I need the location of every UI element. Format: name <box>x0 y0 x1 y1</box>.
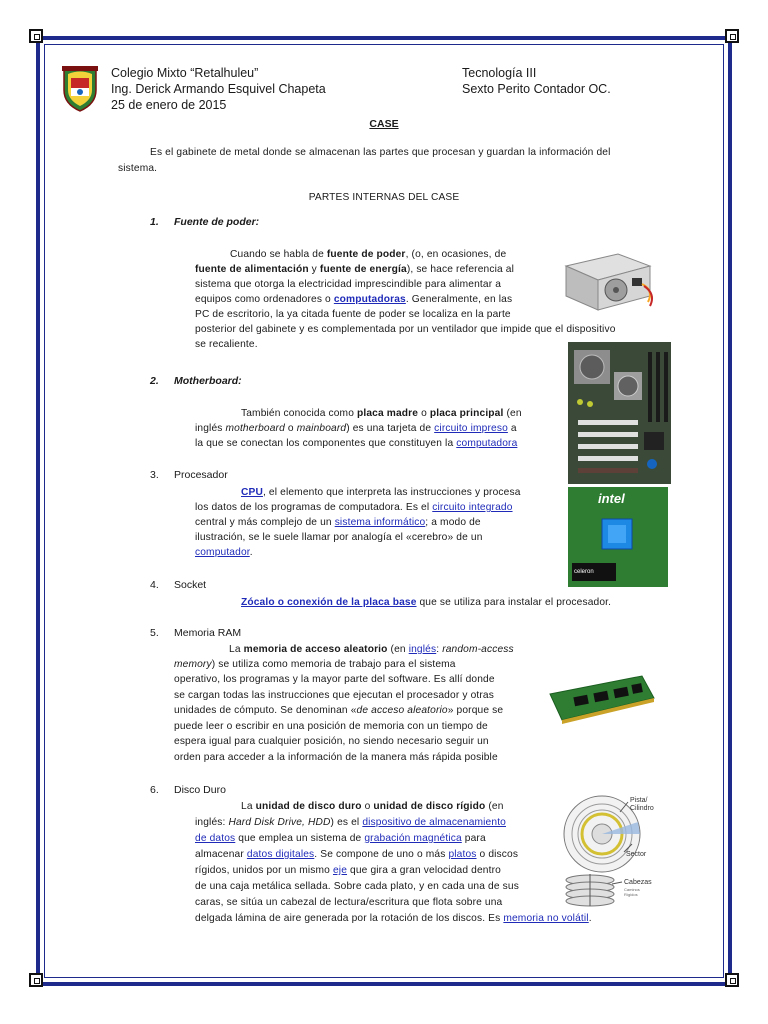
section-subtitle: PARTES INTERNAS DEL CASE <box>308 192 460 203</box>
cpu-brand-label: intel <box>598 491 625 506</box>
s3-line-4: ilustración, se le suele llamar por analogía el «cerebro» de un <box>195 532 483 543</box>
intro-line-2: sistema. <box>118 163 158 174</box>
link-grabacion-magnetica[interactable]: grabación magnética <box>364 833 462 844</box>
link-ingles[interactable]: inglés <box>408 644 437 655</box>
s2-number: 2. <box>150 375 159 387</box>
s1-heading: Fuente de poder: <box>174 216 260 228</box>
s1-line-4: equipos como ordenadores o computadoras. Generalmente, en las <box>195 294 513 305</box>
s5-line-2: memory) se utiliza como memoria de trabajo para el sistema <box>174 659 456 670</box>
link-platos[interactable]: platos <box>448 849 477 860</box>
disk-label-heads-sub2: Rígidos <box>624 892 638 897</box>
s6-heading: Disco Duro <box>174 784 226 796</box>
s6-line-7: caras, se sitúa un cabezal de lectura/escritura que flota sobre una <box>195 897 503 908</box>
intro-line-1: Es el gabinete de metal donde se almacenan las partes que procesan y guardan la información del <box>150 147 611 158</box>
header-grade: Sexto Perito Contador OC. <box>462 82 611 96</box>
s3-line-3: central y más complejo de un sistema informático; a modo de <box>195 517 481 528</box>
s3-heading: Procesador <box>174 469 228 481</box>
corner-ornament-top-left <box>29 29 43 43</box>
link-dispositivo-almacenamiento[interactable]: dispositivo de almacenamiento <box>362 817 506 828</box>
s1-line-7: se recaliente. <box>195 339 258 350</box>
power-supply-image <box>558 246 656 314</box>
link-computadora[interactable]: computadora <box>456 438 518 449</box>
motherboard-image <box>568 342 671 484</box>
disk-label-sector: Sector <box>626 851 647 858</box>
link-zocalo[interactable]: Zócalo o conexión de la placa base <box>241 597 417 608</box>
s1-line-6: posterior del gabinete y es complementada por un ventilador que impide que el dispositivo <box>195 324 616 335</box>
s6-line-5: rígidos, unidos por un mismo eje que gira a gran velocidad dentro <box>195 865 501 876</box>
link-cpu[interactable]: CPU <box>241 487 263 498</box>
link-datos-digitales[interactable]: datos digitales <box>246 849 315 860</box>
disk-label-heads: Cabezas <box>624 879 652 886</box>
s2-line-3: la que se conectan los componentes que constituyen la computadora <box>195 438 518 449</box>
link-sistema-informatico[interactable]: sistema informático <box>334 517 426 528</box>
s5-line-8: orden para acceder a la información de la manera más rápida posible <box>174 752 498 763</box>
cpu-model-label: celeron <box>574 569 594 575</box>
s4-heading: Socket <box>174 579 207 591</box>
s1-line-1: Cuando se habla de fuente de poder, (o, en ocasiones, de <box>230 249 507 260</box>
link-memoria-no-volatil[interactable]: memoria no volátil <box>503 913 589 924</box>
hard-disk-diagram <box>560 788 678 910</box>
s5-line-6: puede leer o escribir en una posición de memoria con un tiempo de <box>174 721 488 732</box>
s6-line-1: La unidad de disco duro o unidad de disco rígido (en <box>241 801 504 812</box>
corner-ornament-bottom-left <box>29 973 43 987</box>
s6-number: 6. <box>150 784 159 796</box>
s6-line-3: de datos que emplea un sistema de grabación magnética para <box>195 833 486 844</box>
link-computadoras[interactable]: computadoras <box>333 294 406 305</box>
s1-line-3: sistema que otorga la electricidad imprescindible para alimentar a <box>195 279 502 290</box>
s5-number: 5. <box>150 627 159 639</box>
document-title: CASE <box>369 118 399 130</box>
disk-label-cylinder: Cilindro <box>630 805 654 812</box>
disk-label-heads-sub1: Caminos <box>624 887 640 892</box>
s6-line-4: almacenar datos digitales. Se compone de uno o más platos o discos <box>195 849 519 860</box>
s6-line-6: de una caja metálica sellada. Sobre cada plato, y en cada una de sus <box>195 881 519 892</box>
s4-number: 4. <box>150 579 159 591</box>
s2-line-2: inglés motherboard o mainboard) es una tarjeta de circuito impreso a <box>195 423 517 434</box>
s2-heading: Motherboard: <box>174 375 242 387</box>
s3-line-2: los datos de los programas de computadora. Es el circuito integrado <box>195 502 513 513</box>
s5-line-3: operativo, los programas y la mayor parte del software. Es allí donde <box>174 674 495 685</box>
s1-line-5: PC de escritorio, la ya citada fuente de poder se localiza en la parte <box>195 309 511 320</box>
corner-ornament-bottom-right <box>725 973 739 987</box>
s4-line-1: Zócalo o conexión de la placa base que se utiliza para instalar el procesador. <box>241 597 612 608</box>
s5-line-1: La memoria de acceso aleatorio (en inglés: random-access <box>229 644 514 655</box>
processor-image <box>568 487 668 587</box>
header-subject: Tecnología III <box>462 66 537 80</box>
s3-line-1: CPU, el elemento que interpreta las instrucciones y procesa <box>241 487 521 498</box>
s2-line-1: También conocida como placa madre o placa principal (en <box>241 408 522 419</box>
header-school: Colegio Mixto “Retalhuleu” <box>111 66 259 80</box>
link-de-datos[interactable]: de datos <box>195 833 236 844</box>
school-logo <box>60 64 100 112</box>
s5-heading: Memoria RAM <box>174 627 242 639</box>
s5-line-4: se cargan todas las instrucciones que ejecutan el procesador y otras <box>174 690 494 701</box>
link-eje[interactable]: eje <box>332 865 348 876</box>
disk-label-track: Pista/ <box>630 797 648 804</box>
ram-image <box>546 672 658 728</box>
s6-line-8: delgada lámina de aire generada por la rotación de los discos. Es memoria no volátil. <box>195 913 592 924</box>
link-computador[interactable]: computador <box>195 547 250 558</box>
link-circuito-integrado[interactable]: circuito integrado <box>432 502 513 513</box>
header-author: Ing. Derick Armando Esquivel Chapeta <box>111 82 326 96</box>
header-date: 25 de enero de 2015 <box>111 98 227 112</box>
s5-line-5: unidades de cómputo. Se denominan «de acceso aleatorio» porque se <box>174 705 504 716</box>
s6-line-2: inglés: Hard Disk Drive, HDD) es el dispositivo de almacenamiento <box>195 817 506 828</box>
corner-ornament-top-right <box>725 29 739 43</box>
s5-line-7: espera igual para cualquier posición, no siendo necesario seguir un <box>174 736 489 747</box>
s3-line-5: computador. <box>195 547 253 558</box>
s3-number: 3. <box>150 469 159 481</box>
s1-line-2: fuente de alimentación y fuente de energía), se hace referencia al <box>195 264 515 275</box>
link-circuito-impreso[interactable]: circuito impreso <box>434 423 508 434</box>
s1-number: 1. <box>150 216 159 228</box>
